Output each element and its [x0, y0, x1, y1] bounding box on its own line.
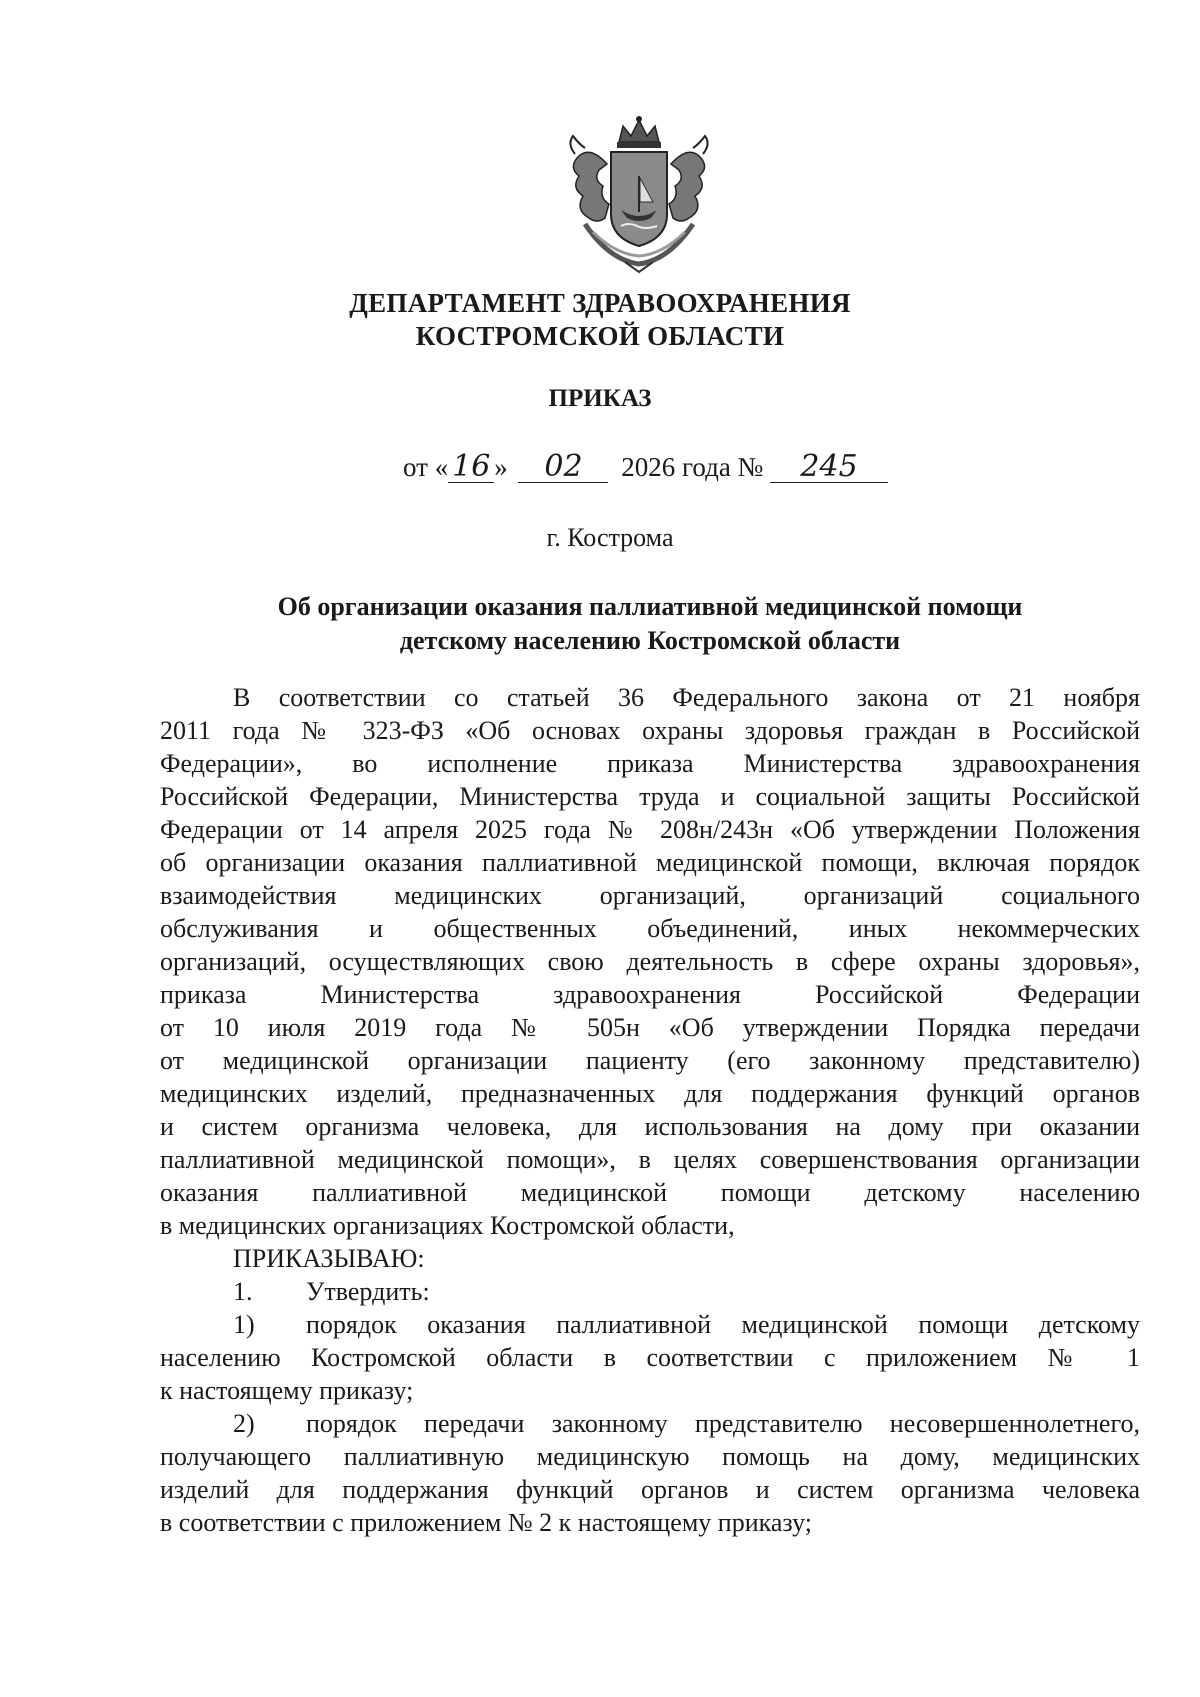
coat-of-arms-emblem	[549, 114, 729, 274]
order-keyword: ПРИКАЗЫВАЮ:	[233, 1244, 425, 1273]
body-line: Российской Федерации, Министерства труда и социальной защиты Российской	[160, 782, 1140, 811]
subitem-line: к настоящему приказу;	[160, 1376, 414, 1405]
body-line: взаимодействия медицинских организаций, организаций социального	[160, 881, 1140, 910]
body-line: в медицинских организациях Костромской области,	[160, 1211, 735, 1240]
date-quote-close: »	[494, 452, 508, 482]
subitem-line: порядок оказания паллиативной медицинской помощи детскому	[306, 1310, 1140, 1339]
handwritten-day: 16	[448, 452, 494, 483]
body-line: приказа Министерства здравоохранения Российской Федерации	[160, 980, 1140, 1009]
department-name-line2: КОСТРОМСКОЙ ОБЛАСТИ	[415, 321, 785, 351]
subitem-line: в соответствии с приложением № 2 к настоящему приказу;	[160, 1508, 813, 1537]
department-name-line1: ДЕПАРТАМЕНТ ЗДРАВООХРАНЕНИЯ	[349, 288, 851, 318]
body-line: и систем организма человека, для использования на дому при оказании	[160, 1112, 1140, 1141]
handwritten-order-number: 245	[770, 452, 888, 483]
city-name: г. Кострома	[546, 523, 674, 552]
body-line: организаций, осуществляющих свою деятельность в сфере охраны здоровья»,	[160, 947, 1140, 976]
subitem-line: порядок передачи законному представителю несовершеннолетнего,	[306, 1409, 1140, 1438]
handwritten-month: 02	[518, 452, 608, 483]
body-line: обслуживания и общественных объединений, иных некоммерческих	[160, 914, 1140, 943]
subitem-line: населению Костромской области в соответствии с приложением № 1	[160, 1343, 1140, 1372]
year-and-number-label: 2026 года №	[621, 452, 764, 482]
item-text: Утвердить:	[306, 1277, 430, 1306]
subitem-line: получающего паллиативную медицинскую помощь на дому, медицинских	[160, 1442, 1140, 1471]
body-line: Федерации», во исполнение приказа Министерства здравоохранения	[160, 749, 1140, 778]
body-line: медицинских изделий, предназначенных для поддержания функций органов	[160, 1079, 1140, 1108]
subitem-line: изделий для поддержания функций органов и систем организма человека	[160, 1475, 1140, 1504]
body-line: 2011 года № 323-ФЗ «Об основах охраны здоровья граждан в Российской	[160, 716, 1140, 745]
date-prefix: от «	[403, 452, 449, 482]
subject-line2: детскому населению Костромской области	[399, 626, 901, 655]
subitem-number: 1)	[233, 1310, 255, 1339]
date-number-line	[403, 449, 888, 484]
item-number: 1.	[233, 1277, 253, 1306]
body-line: Федерации от 14 апреля 2025 года № 208н/243н «Об утверждении Положения	[160, 815, 1140, 844]
body-line: оказания паллиативной медицинской помощи детскому населению	[160, 1178, 1140, 1207]
body-line: от медицинской организации пациенту (его законному представителю)	[160, 1046, 1140, 1075]
body-line: об организации оказания паллиативной медицинской помощи, включая порядок	[160, 848, 1140, 877]
subject-line1: Об организации оказания паллиативной медицинской помощи	[277, 592, 1023, 621]
body-line: В соответствии со статьей 36 Федерального закона от 21 ноября	[233, 683, 1140, 712]
subitem-number: 2)	[233, 1409, 255, 1438]
document-type-title: ПРИКАЗ	[548, 385, 652, 412]
body-line: от 10 июля 2019 года № 505н «Об утверждении Порядка передачи	[160, 1013, 1140, 1042]
body-line: паллиативной медицинской помощи», в целях совершенствования организации	[160, 1145, 1140, 1174]
